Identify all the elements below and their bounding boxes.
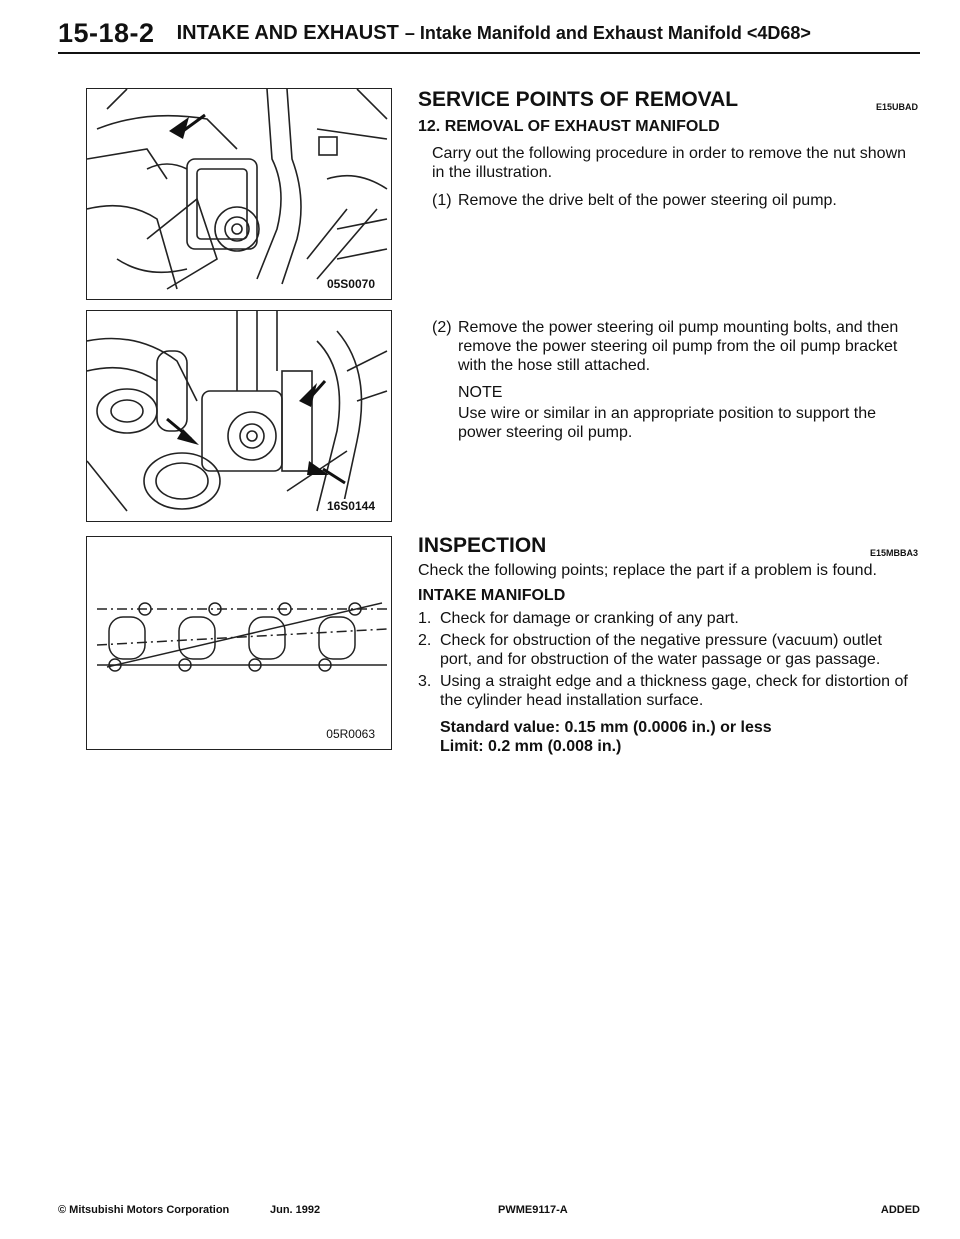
figure-code: 05R0063 [326,727,375,741]
removal-heading [418,88,918,112]
intake-manifold-subheading: INTAKE MANIFOLD [418,587,566,604]
document-code: PWME9117-A [498,1204,568,1216]
page-footer [58,1204,920,1220]
illustration-manifold-distortion-check [86,536,392,750]
illustration-power-steering-pump-belt [86,88,392,300]
inspection-title: INSPECTION [418,534,547,557]
list-item [418,631,918,669]
item-number: 3. [418,673,432,690]
inspection-intro: Check the following points; replace the part if a problem is found. [418,562,877,579]
step-text: Remove the drive belt of the power steering oil pump. [458,192,837,209]
engine-illustration-2 [87,311,391,521]
step-text: Remove the power steering oil pump mounting bolts, and then remove the power steering oil pump from the oil pump bracket with the hose still attached. [458,319,899,374]
standard-value: Standard value: 0.15 mm (0.0006 in.) or less [440,719,772,736]
footer-date: Jun. 1992 [270,1204,321,1216]
section-subtitle: – Intake Manifold and Exhaust Manifold <4D68> [404,22,811,43]
copyright: © Mitsubishi Motors Corporation [58,1204,230,1216]
removal-code: E15UBAD [875,102,918,112]
list-item [418,672,918,710]
removal-section [418,90,918,210]
figure-code: 16S0144 [326,499,375,513]
inspection-code: E15MBBA3 [869,548,918,558]
note-label: NOTE [458,384,503,401]
item-number: 2. [418,632,432,649]
figure-code: 05S0070 [326,277,375,291]
manifold-flange-diagram [87,537,391,749]
step-number: (1) [432,192,452,209]
inspection-section [418,536,918,756]
list-item [418,609,918,628]
removal-section-continued [418,318,918,442]
removal-intro: Carry out the following procedure in order to remove the nut shown in the illustration. [432,145,907,181]
inspection-heading [418,534,918,558]
page-status: ADDED [880,1204,920,1216]
removal-title: SERVICE POINTS OF REMOVAL [418,88,739,111]
page-number: 15-18-2 [58,17,155,48]
item-text: Check for obstruction of the negative pressure (vacuum) outlet port, and for obstruction of the water passage or gas passage. [440,632,882,668]
item-number: 1. [418,610,432,627]
step-number: (2) [432,319,452,336]
section-title: INTAKE AND EXHAUST [176,21,399,44]
limit-value: Limit: 0.2 mm (0.008 in.) [440,738,622,755]
removal-subheading: 12. REMOVAL OF EXHAUST MANIFOLD [418,118,720,135]
item-text: Using a straight edge and a thickness gage, check for distortion of the cylinder head installation surface. [440,673,908,709]
item-text: Check for damage or cranking of any part. [440,610,739,627]
illustration-power-steering-pump-bolts [86,310,392,522]
note-text: Use wire or similar in an appropriate position to support the power steering oil pump. [458,405,876,441]
removal-step [432,191,918,210]
engine-illustration-1 [87,89,391,299]
page-header [58,14,920,54]
inspection-list [418,609,918,710]
removal-step [432,318,918,375]
